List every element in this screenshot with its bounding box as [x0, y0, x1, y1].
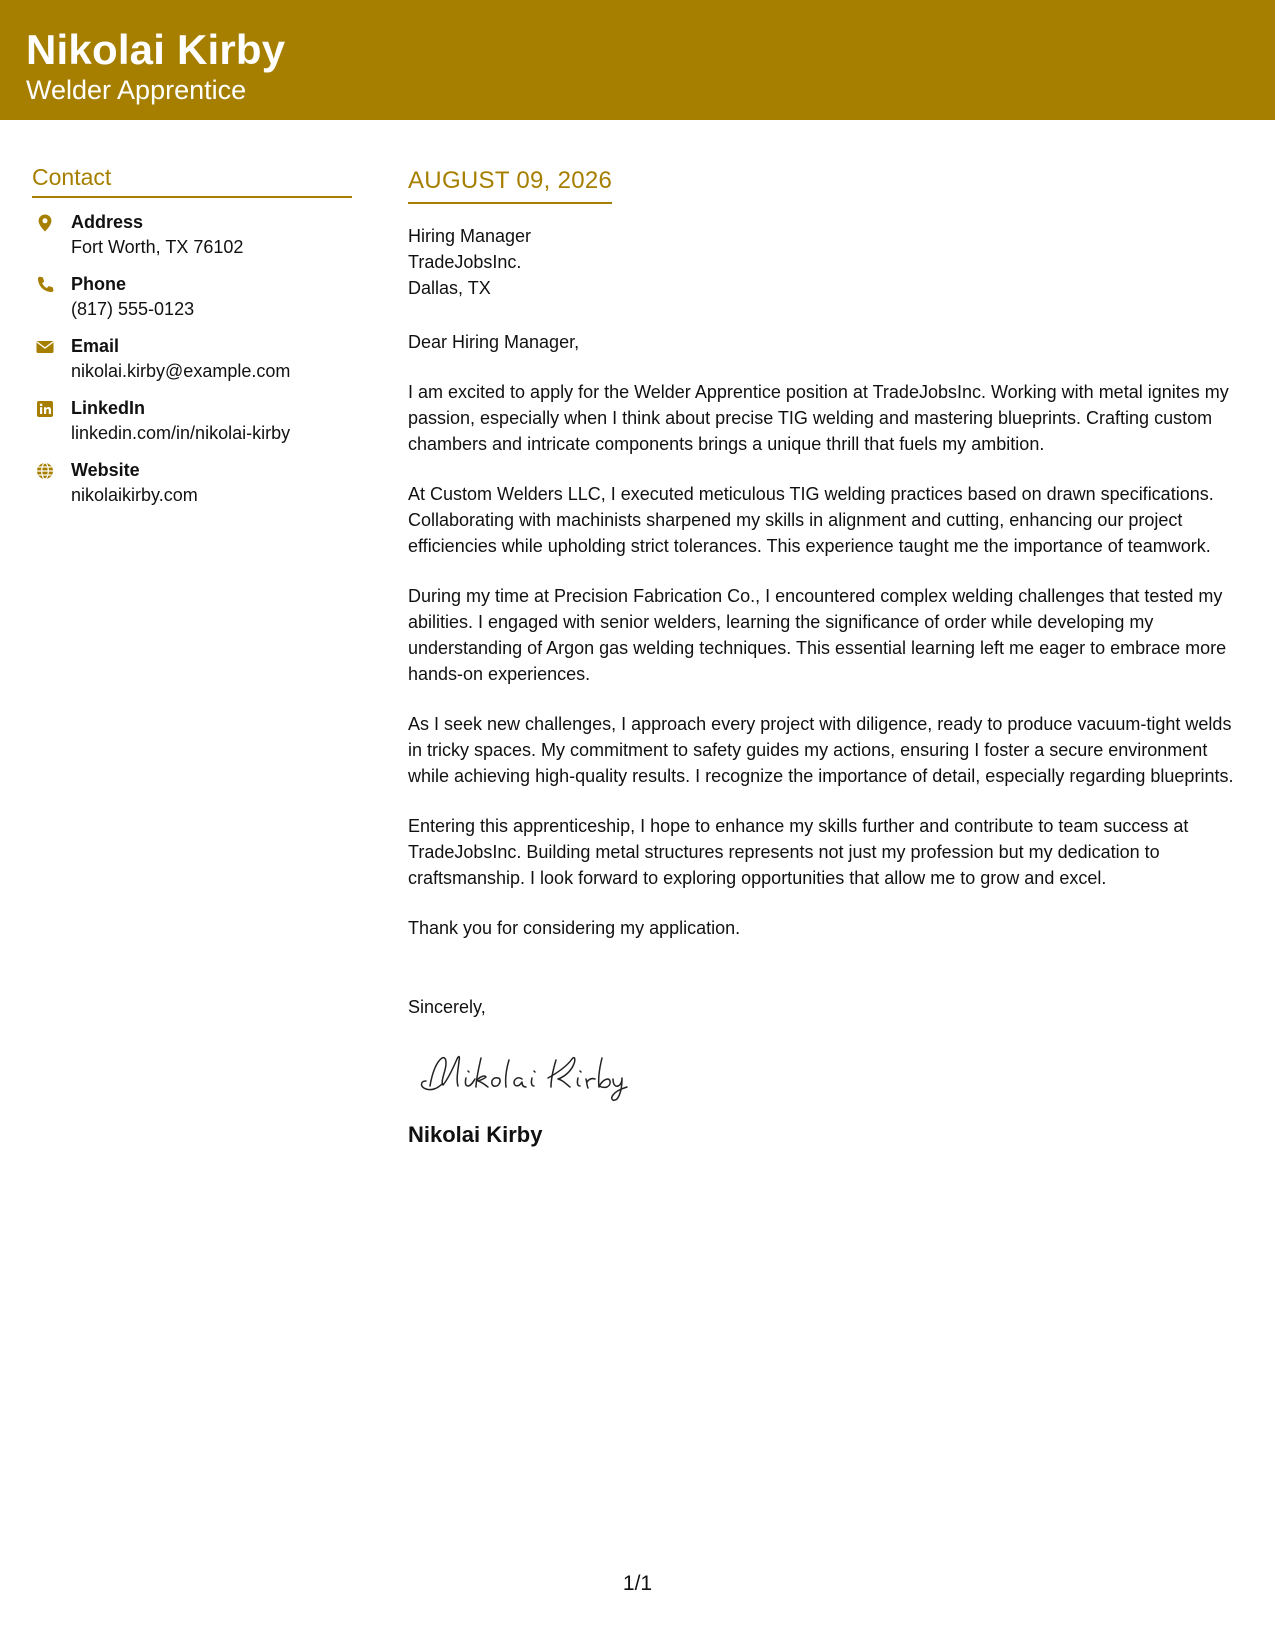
- website-label: Website: [71, 460, 140, 480]
- contact-item-linkedin: [32, 396, 352, 446]
- closing-line: Thank you for considering my application.: [408, 918, 741, 938]
- address-label: Address: [71, 212, 144, 232]
- map-pin-icon: [35, 213, 55, 233]
- job-title: Welder Apprentice: [26, 75, 247, 105]
- candidate-name: Nikolai Kirby: [26, 26, 286, 73]
- recipient-location: Dallas, TX: [408, 278, 491, 298]
- contact-item-phone: [32, 272, 352, 322]
- handwritten-signature: [408, 1044, 658, 1104]
- email-label: Email: [71, 336, 120, 356]
- paragraph-2: At Custom Welders LLC, I executed meticulous TIG welding practices based on drawn specifications. Collaborating with machinists sharpened my skills in alignment and cutting, enhancing our project efficiencies while upholding strict tolerances. This experience taught me the importance of teamwork.: [408, 484, 1214, 556]
- phone-label: Phone: [71, 274, 127, 294]
- phone-icon: [35, 275, 55, 295]
- email-value: nikolai.kirby@example.com: [71, 361, 291, 381]
- paragraph-3: During my time at Precision Fabrication Co., I encountered complex welding challenges that tested my abilities. I engaged with senior welders, learning the significance of order while developing my understanding of Argon gas welding techniques. This essential learning left me eager to embrace more hands-on experiences.: [408, 586, 1227, 684]
- paragraph-5: Entering this apprenticeship, I hope to enhance my skills further and contribute to team success at TradeJobsInc. Building metal structures represents not just my profession but my dedication to craftsmanship. I look forward to exploring opportunities that allow me to grow and excel.: [408, 816, 1189, 888]
- paragraph-1: I am excited to apply for the Welder Apprentice position at TradeJobsInc. Working with metal ignites my passion, especially when I think about precise TIG welding and mastering blueprints. Crafting custom chambers and intricate components brings a unique thrill that fuels my ambition.: [408, 382, 1229, 454]
- phone-value: (817) 555-0123: [71, 299, 195, 319]
- recipient-title: Hiring Manager: [408, 226, 532, 246]
- contact-item-website: [32, 458, 352, 508]
- letter-date: AUGUST 09, 2026: [408, 165, 612, 204]
- cover-letter-body: [408, 165, 1248, 1150]
- contact-item-email: [32, 334, 352, 384]
- contact-heading: Contact: [32, 162, 352, 198]
- contact-item-address: [32, 210, 352, 260]
- website-value: nikolaikirby.com: [71, 485, 198, 505]
- greeting: Dear Hiring Manager,: [408, 332, 580, 352]
- address-value: Fort Worth, TX 76102: [71, 237, 244, 257]
- linkedin-label: LinkedIn: [71, 398, 146, 418]
- envelope-icon: [35, 337, 55, 357]
- recipient-block: [408, 223, 1248, 301]
- paragraph-4: As I seek new challenges, I approach every project with diligence, ready to produce vacuum-tight welds in tricky spaces. My commitment to safety guides my actions, ensuring I foster a secure environment while achieving high-quality results. I recognize the importance of detail, especially regarding blueprints.: [408, 714, 1234, 786]
- linkedin-icon: [35, 399, 55, 419]
- recipient-company: TradeJobsInc.: [408, 252, 522, 272]
- page-number: 1/1: [622, 1572, 653, 1595]
- signoff: Sincerely,: [408, 997, 486, 1017]
- signed-name: Nikolai Kirby: [408, 1122, 543, 1147]
- contact-sidebar: [32, 162, 352, 520]
- page-header: [0, 0, 1275, 120]
- linkedin-value: linkedin.com/in/nikolai-kirby: [71, 423, 291, 443]
- globe-icon: [35, 461, 55, 481]
